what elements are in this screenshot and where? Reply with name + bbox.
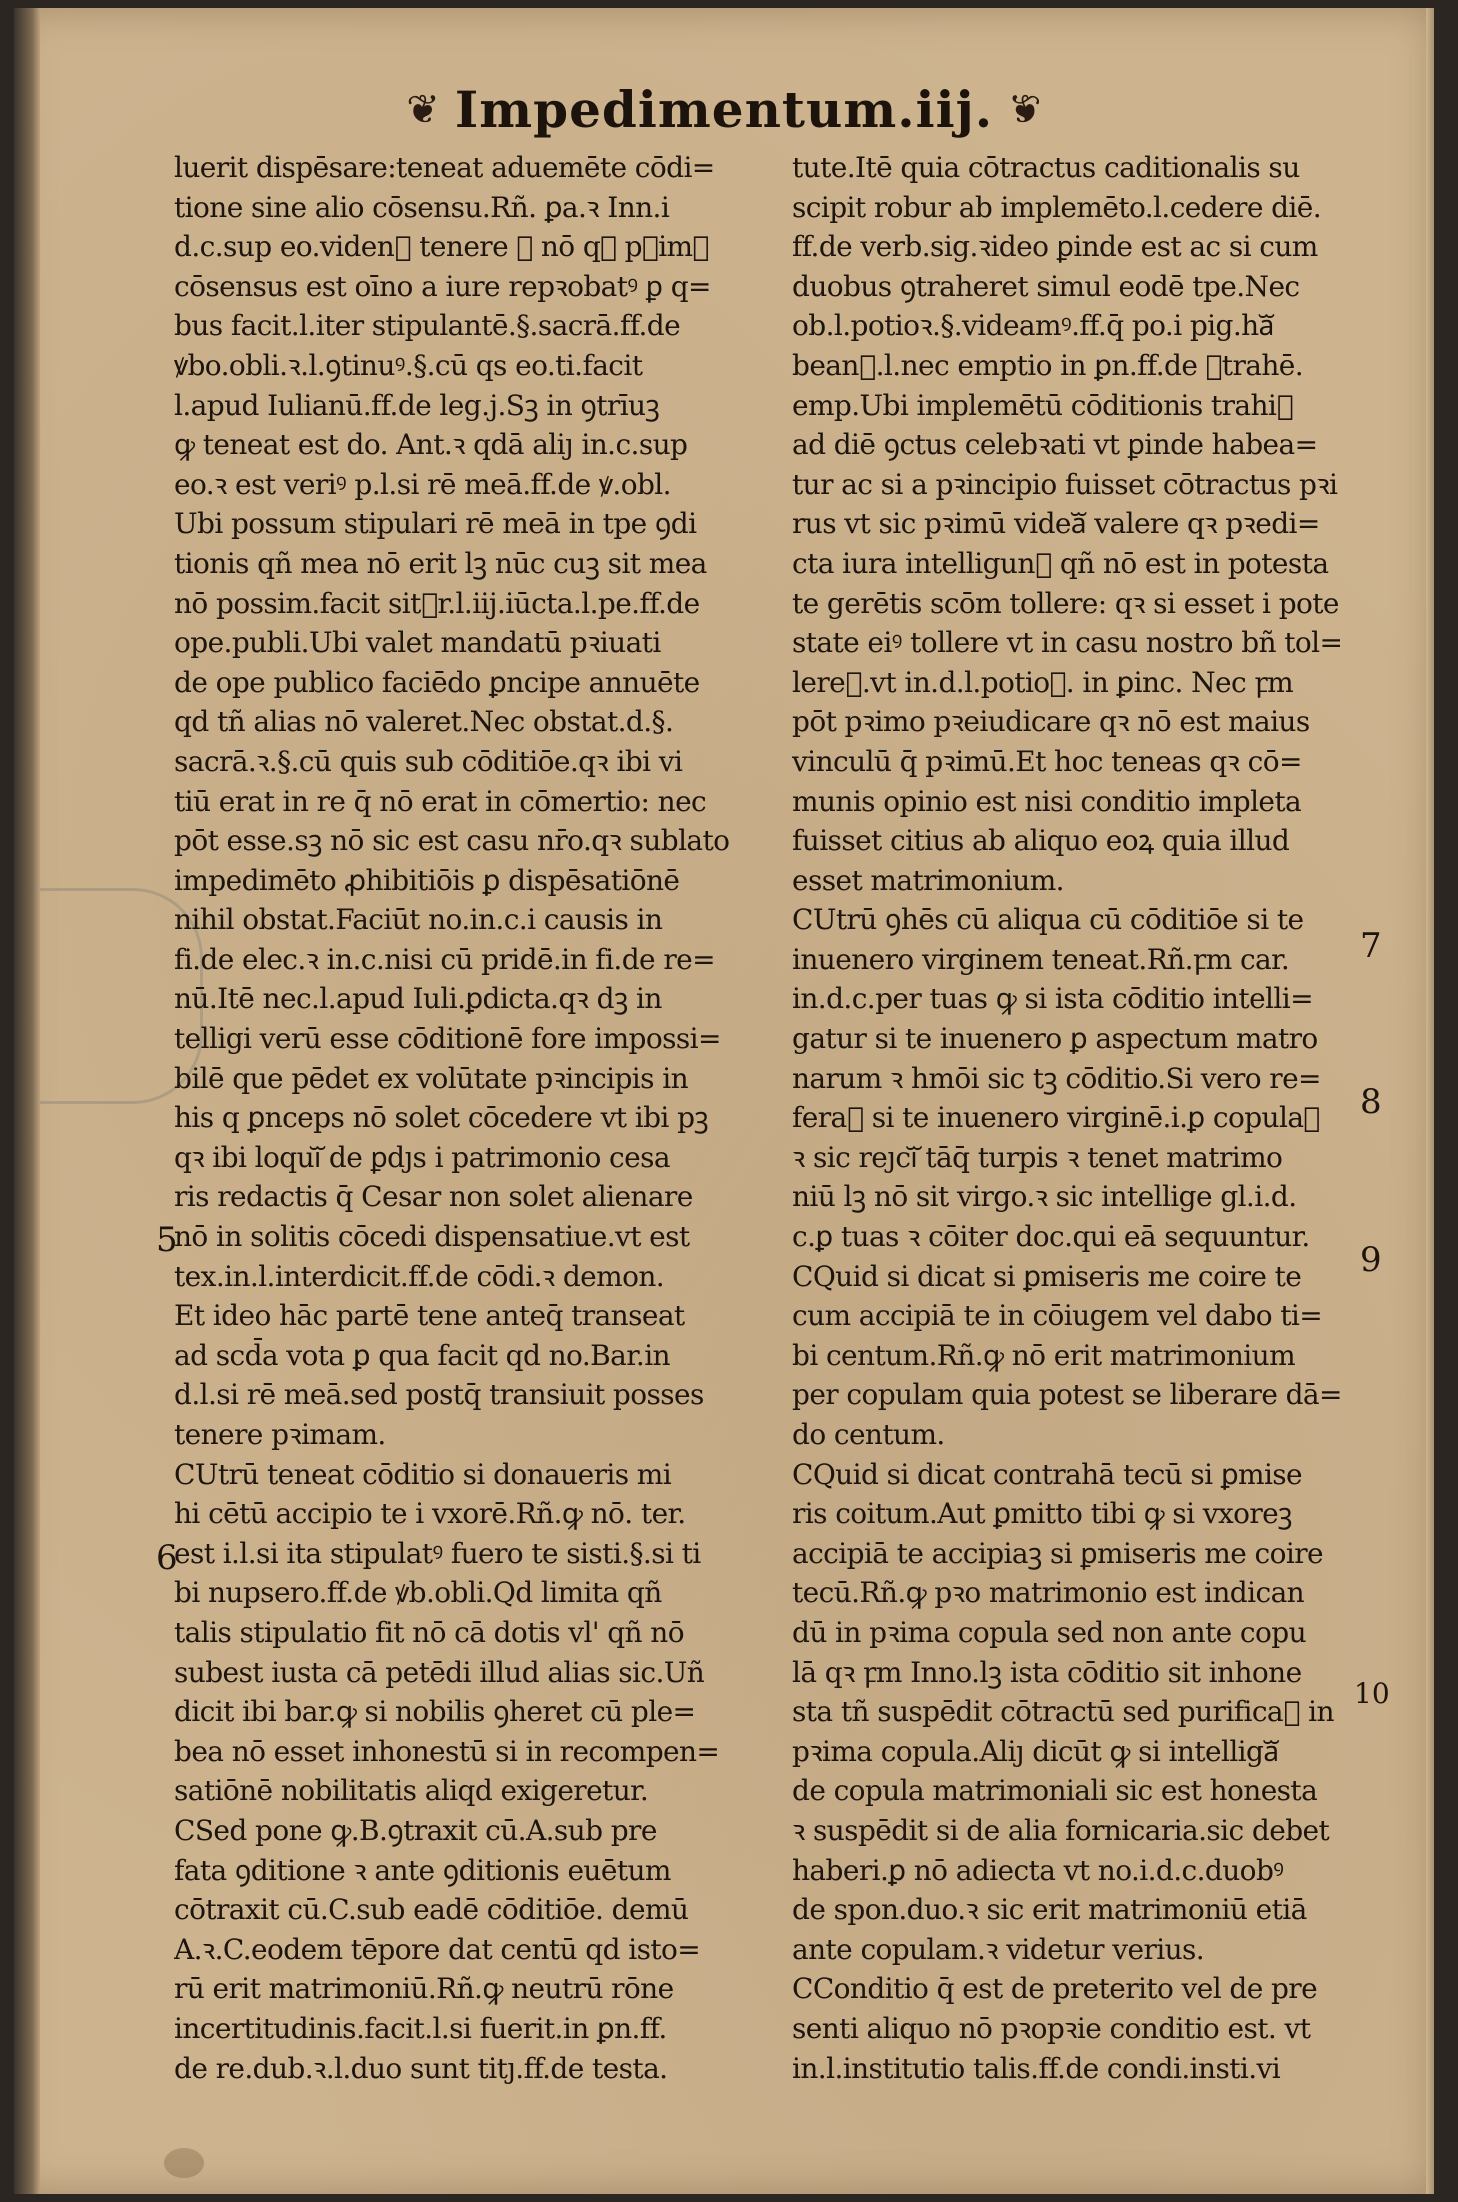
left-text-column [174, 148, 774, 2088]
binding-gutter [14, 8, 40, 2194]
text-line: nō possim.facit sitᷓr.l.iij.iūcta.l.pe.ff.de [174, 586, 700, 620]
text-line: tur ac si a pꝛincipio fuisset cōtractus pꝛi [792, 467, 1338, 501]
text-line: Et ideo hāc partē tene anteq̄ transeat [174, 1299, 685, 1333]
text-line: ꝟbo.obli.ꝛ.l.ꝯtinuꝰ.§.cū qs eo.ti.facit [174, 348, 643, 382]
text-line: esset matrimonium. [792, 863, 1064, 897]
text-line: dū in pꝛima copula sed non ante copu [792, 1615, 1307, 1649]
text-line: de copula matrimoniali sic est honesta [792, 1774, 1318, 1808]
running-head [14, 80, 1434, 150]
text-line: fata ꝯditione ꝛ ante ꝯditionis euētum [174, 1853, 671, 1887]
text-line: sacrā.ꝛ.§.cū quis sub cōditiōe.qꝛ ibi vi [174, 744, 683, 778]
text-line: talis stipulatio fit nō cā dotis vl' qñ nō [174, 1615, 684, 1649]
text-line: de spon.duo.ꝛ sic erit matrimoniū etiā [792, 1893, 1307, 1927]
text-line: bi nupsero.ff.de ꝟb.obli.Qd limita qñ [174, 1576, 662, 1610]
text-line: tute.Itē quia cōtractus caditionalis su [792, 151, 1300, 184]
text-line: impedimēto ꝓhibitiōis ꝑ dispēsatiōnē [174, 863, 680, 897]
text-line: incertitudinis.facit.l.si fuerit.in ꝑn.ff. [174, 2011, 667, 2045]
text-line: c.ꝑ tuas ꝛ cōiter doc.qui eā sequuntur. [792, 1220, 1310, 1254]
text-line: ante copulam.ꝛ videtur verius. [792, 1932, 1205, 1966]
text-line: ad scd̄a vota ꝑ qua facit qd no.Bar.in [174, 1338, 670, 1372]
text-line: ris coitum.Aut ꝑmitto tibi ꝙ si vxoreꝫ [792, 1497, 1292, 1531]
text-line: Ubi possum stipulari rē meā in tpe ꝯdi [174, 507, 697, 541]
text-line: tex.in.l.interdicit.ff.de cōdi.ꝛ demon. [174, 1259, 665, 1293]
fleuron-icon: ❦ [1008, 87, 1042, 133]
text-line: fuisset citius ab aliquo eoꝝ quia illud [792, 824, 1290, 858]
text-line: eo.ꝛ est veriꝰ p.l.si rē meā.ff.de ꝟ.obl. [174, 467, 671, 501]
text-line: rū erit matrimoniū.Rñ.ꝙ neutrū rōne [174, 1972, 674, 2006]
text-line: ope.publi.Ubi valet mandatū pꝛiuati [174, 626, 661, 660]
text-line: nō in solitis cōcedi dispensatiue.vt est [174, 1220, 690, 1254]
text-line: bus facit.l.iter stipulantē.§.sacrā.ff.de [174, 309, 681, 343]
margin-number: 10 [1354, 1677, 1390, 1710]
text-line: luerit dispēsare:teneat aduemēte cōdi= [174, 151, 715, 184]
page-title: Impedimentum.iij. [454, 80, 994, 139]
text-line: d.l.si rē meā.sed postq̄ transiuit posses [174, 1378, 704, 1412]
text-line: dicit ibi bar.ꝙ si nobilis ꝯheret cū ple= [174, 1695, 696, 1729]
text-line: lā qꝛ ꝼm Inno.lꝫ ista cōditio sit inhone [792, 1655, 1302, 1689]
text-line: niū lꝫ nō sit virgo.ꝛ sic intellige gl.i.d. [792, 1180, 1297, 1214]
text-line: ꝛ suspēdit si de alia fornicaria.sic debet [792, 1813, 1330, 1847]
text-line: cta iura intelligunᷓ qñ nō est in potesta [792, 546, 1329, 580]
text-line: beanᷓ.l.nec emptio in ꝑn.ff.de ꝯtrahē. [792, 348, 1304, 382]
text-line: ff.de verb.sig.ꝛideo ꝑinde est ac si cum [792, 230, 1318, 264]
text-line: sta tñ suspēdit cōtractū sed purificaᷓ in [792, 1695, 1334, 1729]
text-line: in.d.c.per tuas ꝙ si ista cōditio intelli= [792, 982, 1313, 1016]
text-line: cōtraxit cū.C.sub eadē cōditiōe. demū [174, 1893, 689, 1927]
text-line: de ope publico faciēdo ꝑncipe annuēte [174, 665, 700, 699]
margin-number: 5 [156, 1220, 178, 1260]
text-line: CQuid si dicat si ꝑmiseris me coire te [792, 1259, 1302, 1293]
text-line: A.ꝛ.C.eodem tēpore dat centū qd isto= [174, 1932, 701, 1966]
text-line: feraᷓ si te inuenero virginē.i.ꝑ copulaꝫ [792, 1101, 1320, 1135]
text-line: bi centum.Rñ.ꝙ nō erit matrimonium [792, 1338, 1296, 1372]
text-line: in.l.institutio talis.ff.de condi.insti.vi [792, 2051, 1281, 2085]
page-edge [1426, 8, 1434, 2194]
margin-number: 6 [156, 1538, 178, 1578]
text-line: CQuid si dicat contrahā tecū si ꝑmise [792, 1457, 1303, 1491]
text-line: tecū.Rñ.ꝙ pꝛo matrimonio est indican [792, 1576, 1305, 1610]
text-line: do centum. [792, 1418, 945, 1451]
fleuron-icon: ❦ [406, 87, 440, 133]
text-line: satiōnē nobilitatis aliqd exigeretur. [174, 1774, 649, 1808]
text-line: CUtrū teneat cōditio si donaueris mi [174, 1457, 672, 1491]
text-line: hi cētū accipio te i vxorē.Rñ.ꝙ nō. ter. [174, 1497, 686, 1531]
text-line: scipit robur ab implemēto.l.cedere diē. [792, 190, 1322, 224]
text-line: est i.l.si ita stipulatꝰ fuero te sisti.§.si ti [174, 1536, 701, 1570]
text-line: bea nō esset inhonestū si in recompen= [174, 1734, 720, 1768]
text-line: emp.Ubi implemētū cōditionis trahiᷓ [792, 388, 1294, 422]
ink-stain [164, 2148, 204, 2178]
text-line: narum ꝛ hmōi sic tꝫ cōditio.Si vero re= [792, 1061, 1321, 1095]
text-line: pꝛima copula.Aliȷ dicūt ꝙ si intelligaᷓ [792, 1734, 1279, 1768]
text-line: bilē que pēdet ex volūtate pꝛincipis in [174, 1061, 689, 1095]
text-line: his q ꝑnceps nō solet cōcedere vt ibi pꝫ [174, 1101, 709, 1135]
text-line: ris redactis q̄ Cesar non solet alienare [174, 1180, 693, 1214]
text-line: munis opinio est nisi conditio impleta [792, 784, 1302, 818]
text-line: fi.de elec.ꝛ in.c.nisi cū pridē.in fi.de re= [174, 942, 715, 976]
text-line: de re.dub.ꝛ.l.duo sunt titȷ.ff.de testa. [174, 2051, 668, 2085]
text-line: nū.Itē nec.l.apud Iuli.ꝑdicta.qꝛ dꝫ in [174, 982, 662, 1016]
text-line: pōt esse.sꝫ nō sic est casu nr̄o.qꝛ sublato [174, 824, 730, 858]
text-line: pōt pꝛimo pꝛeiudicare qꝛ nō est maius [792, 705, 1310, 739]
text-line: senti aliquo nō pꝛopꝛie conditio est. vt [792, 2011, 1311, 2045]
text-line: per copulam quia potest se liberare dā= [792, 1378, 1342, 1412]
text-line: nihil obstat.Faciūt no.in.c.i causis in [174, 903, 663, 937]
text-line: rus vt sic pꝛimū videaᷓ valere qꝛ pꝛedi= [792, 507, 1320, 541]
text-line: state eiꝰ tollere vt in casu nostro bñ tol= [792, 626, 1343, 660]
text-line: CConditio q̄ est de preterito vel de pre [792, 1972, 1318, 2006]
text-line: tionis qñ mea nō erit lꝫ nūc cuꝫ sit mea [174, 546, 707, 580]
text-line: cōsensus est oīno a iure repꝛobatꝰ ꝑ q= [174, 269, 711, 303]
text-line: ꝛ sic reȷciᷓ tāq̄ turpis ꝛ tenet matrimo [792, 1140, 1283, 1174]
text-line: qꝛ ibi loquiᷓ de ꝑdȷs i patrimonio cesa [174, 1140, 670, 1174]
text-line: l.apud Iulianū.ff.de leg.j.Sꝫ in ꝯtrīuꝫ [174, 388, 660, 422]
text-line: tiū erat in re q̄ nō erat in cōmertio: nec [174, 784, 707, 818]
text-line: gatur si te inuenero ꝑ aspectum matro [792, 1022, 1318, 1056]
text-line: qd tñ alias nō valeret.Nec obstat.d.§. [174, 705, 674, 739]
text-line: CSed pone ꝙ.B.ꝯtraxit cū.A.sub pre [174, 1813, 657, 1847]
text-line: lereᷓ.vt in.d.l.potioꝛ. in ꝑinc. Nec ꝼm [792, 665, 1294, 699]
text-line: tenere pꝛimam. [174, 1418, 386, 1451]
margin-number: 9 [1360, 1240, 1382, 1280]
text-line: accipiā te accipiaꝫ si ꝑmiseris me coire [792, 1536, 1323, 1570]
text-line: subest iusta cā petēdi illud alias sic.Uñ [174, 1655, 705, 1689]
text-line: tione sine alio cōsensu.Rñ. ꝑa.ꝛ Inn.i [174, 190, 670, 224]
right-text-column [792, 148, 1362, 2088]
text-line: ꝙ teneat est do. Ant.ꝛ qdā aliȷ in.c.sup [174, 428, 688, 462]
text-line: d.c.sup eo.videnᷓ tenere ꝙ nō qꝛ pꝛimꝰ [174, 230, 709, 264]
text-line: cum accipiā te in cōiugem vel dabo ti= [792, 1299, 1323, 1333]
text-line: telligi verū esse cōditionē fore impossi= [174, 1022, 721, 1056]
text-line: duobus ꝯtraheret simul eodē tpe.Nec [792, 269, 1300, 303]
text-line: te gerētis scōm tollere: qꝛ si esset i pote [792, 586, 1339, 620]
margin-number: 7 [1360, 926, 1382, 966]
text-line: ad diē ꝯctus celebꝛati vt ꝑinde habea= [792, 428, 1318, 462]
text-line: haberi.ꝑ nō adiecta vt no.i.d.c.duobꝰ [792, 1853, 1284, 1887]
text-line: ob.l.potioꝛ.§.videamꝰ.ff.q̄ po.i pig.haᷓ [792, 309, 1274, 343]
text-line: vinculū q̄ pꝛimū.Et hoc teneas qꝛ cō= [792, 744, 1302, 778]
text-line: CUtrū ꝯhēs cū aliqua cū cōditiōe si te [792, 903, 1304, 937]
margin-number: 8 [1360, 1082, 1382, 1122]
book-page [14, 8, 1434, 2194]
text-line: inuenero virginem teneat.Rñ.ꝼm car. [792, 942, 1290, 976]
